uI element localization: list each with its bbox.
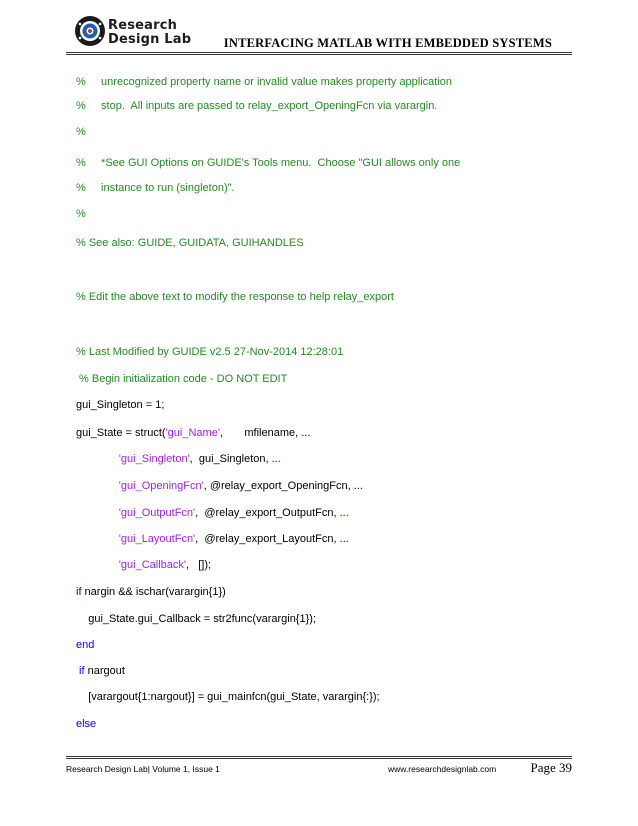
- code-token: 'gui_Callback': [118, 559, 186, 571]
- code-line: [76, 612, 316, 626]
- code-line: [76, 398, 164, 412]
- logo-text: [108, 19, 191, 47]
- code-line: [76, 290, 394, 304]
- code-line: [76, 236, 304, 250]
- page-header: [0, 0, 638, 60]
- code-token: 'gui_Singleton': [118, 453, 190, 465]
- code-token: [76, 480, 119, 492]
- code-line: [76, 99, 437, 113]
- header-rule-bottom: [66, 54, 572, 55]
- code-token: gui_State.gui_Callback = str2func(varargin{1});: [76, 613, 316, 625]
- code-token: %: [76, 126, 86, 138]
- code-token: if: [76, 665, 85, 677]
- logo-line-1: Research: [108, 18, 178, 33]
- code-line: [76, 452, 281, 466]
- logo: [74, 15, 194, 51]
- code-token: if: [76, 586, 82, 598]
- code-token: %: [76, 208, 86, 220]
- footer-rule-top: [66, 756, 572, 757]
- code-token: , mfilename, ...: [219, 427, 311, 439]
- code-token: gui_State = struct(: [76, 427, 166, 439]
- code-token: [76, 533, 119, 545]
- header-rule-top: [66, 52, 572, 53]
- code-token: % unrecognized property name or invalid value makes property application: [76, 76, 453, 88]
- code-token: % stop. All inputs are passed to relay_export_OpeningFcn via varargin.: [76, 100, 438, 112]
- code-token: [76, 507, 119, 519]
- footer-rule-bottom: [66, 758, 572, 759]
- code-token: [76, 559, 119, 571]
- code-token: 'gui_OutputFcn': [118, 507, 196, 519]
- footer-publication: Research Design Lab| Volume 1, Issue 1: [66, 764, 220, 774]
- code-line: [76, 345, 343, 359]
- code-line: [76, 207, 86, 221]
- code-token: % Begin initialization code - DO NOT EDIT: [76, 373, 288, 385]
- code-token: nargout: [84, 665, 125, 677]
- code-line: [76, 664, 125, 678]
- code-token: % Edit the above text to modify the response to help relay_export: [76, 291, 394, 303]
- code-token: ...: [271, 453, 281, 465]
- code-line: [76, 532, 349, 546]
- code-token: , []);: [185, 559, 212, 571]
- code-token: else: [76, 718, 97, 730]
- code-line: [76, 690, 380, 704]
- code-token: [varargout{1:nargout}] = gui_mainfcn(gui_State, varargin{:});: [76, 691, 380, 703]
- code-line: [76, 181, 235, 195]
- code-line: [76, 75, 452, 89]
- code-token: 'gui_Name': [165, 427, 220, 439]
- code-token: , gui_Singleton,: [189, 453, 272, 465]
- code-line: [76, 372, 287, 386]
- code-token: , @relay_export_OutputFcn,: [195, 507, 340, 519]
- code-token: end: [76, 639, 95, 651]
- code-token: 'gui_LayoutFcn': [118, 533, 196, 545]
- code-token: ...: [339, 507, 349, 519]
- code-line: [76, 717, 96, 731]
- code-line: [76, 479, 363, 493]
- research-design-lab-logo-icon: [74, 15, 106, 47]
- code-line: [76, 585, 226, 599]
- code-token: nargin && ischar(varargin{1}): [81, 586, 226, 598]
- code-token: % instance to run (singleton)".: [76, 182, 235, 194]
- code-token: 'gui_OpeningFcn': [118, 480, 204, 492]
- code-token: % See also: GUIDE, GUIDATA, GUIHANDLES: [76, 237, 304, 249]
- footer-website: www.researchdesignlab.com: [388, 764, 497, 774]
- code-line: [76, 426, 310, 440]
- page-number: Page 39: [530, 760, 572, 775]
- code-token: , @relay_export_OpeningFcn, ...: [203, 480, 363, 492]
- code-line: [76, 638, 94, 652]
- code-token: % Last Modified by GUIDE v2.5 27-Nov-2014 12:28:01: [76, 346, 344, 358]
- logo-line-2: Design Lab: [108, 32, 192, 47]
- code-line: [76, 558, 211, 572]
- header-title: INTERFACING MATLAB WITH EMBEDDED SYSTEMS: [223, 36, 552, 50]
- code-line: [76, 156, 460, 170]
- code-token: % *See GUI Options on GUIDE's Tools menu. Choose "GUI allows only one: [76, 157, 461, 169]
- code-line: [76, 506, 349, 520]
- code-line: [76, 125, 86, 139]
- code-token: [76, 453, 119, 465]
- code-token: gui_Singleton = 1;: [76, 399, 165, 411]
- code-token: , @relay_export_LayoutFcn, ...: [195, 533, 349, 545]
